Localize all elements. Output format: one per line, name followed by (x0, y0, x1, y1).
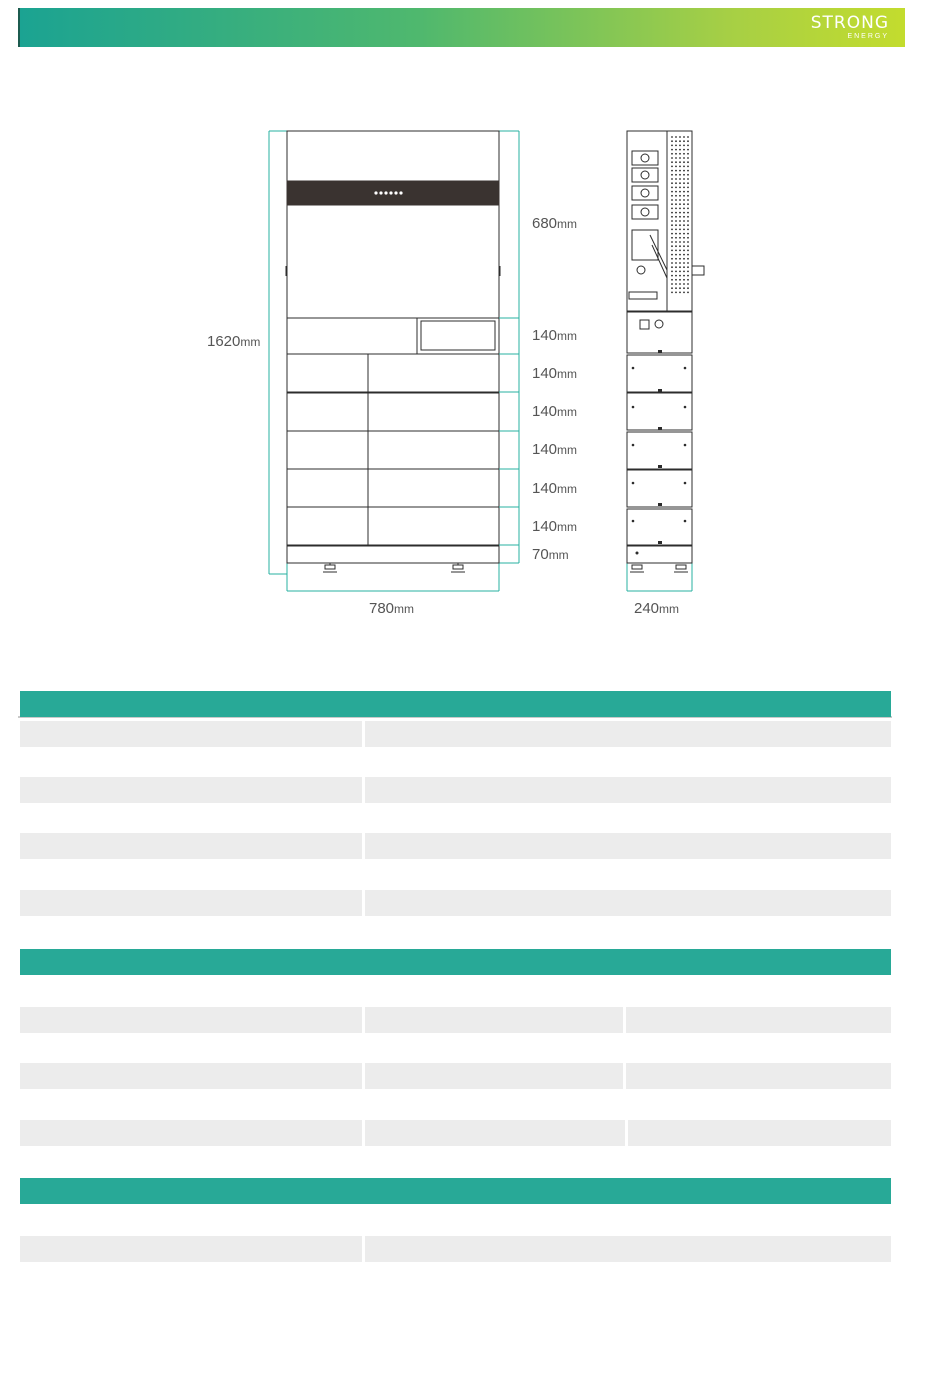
dim-width-front: 780mm (369, 600, 415, 617)
dim-depth-side: 240mm (634, 600, 680, 617)
side-feet (630, 565, 688, 572)
table-cell (20, 833, 362, 859)
table-cell (365, 833, 891, 859)
vent-grid (671, 136, 689, 293)
dim-top-unit: 680mm (532, 215, 578, 232)
table-cell (20, 1063, 362, 1089)
table-cell (365, 777, 891, 803)
dim-module-2: 140mm (532, 365, 578, 382)
table-row (20, 1007, 891, 1033)
table-cell (365, 1120, 625, 1146)
table-row (20, 1236, 891, 1262)
spec-section-3 (20, 1178, 891, 1204)
table-cell (20, 721, 362, 747)
table-row (20, 1063, 891, 1089)
table-cell (365, 1007, 623, 1033)
table-cell (626, 1063, 891, 1089)
table-cell (628, 1120, 891, 1146)
section-header (20, 1178, 891, 1204)
table-cell (626, 1007, 891, 1033)
display-band (287, 181, 499, 205)
module-screws (632, 350, 687, 555)
connector-panel (632, 151, 704, 278)
side-view (627, 131, 704, 591)
dim-module-4: 140mm (532, 441, 578, 458)
table-cell (20, 1236, 362, 1262)
logo-subtext: ENERGY (847, 33, 889, 40)
dimension-drawing (0, 0, 950, 640)
feet (323, 563, 465, 572)
dim-module-3: 140mm (532, 403, 578, 420)
table-cell (20, 1120, 362, 1146)
dim-module-5: 140mm (532, 480, 578, 497)
table-cell (365, 1063, 623, 1089)
spec-section-2 (20, 949, 891, 975)
table-cell (20, 890, 362, 916)
dim-module-6: 140mm (532, 518, 578, 535)
table-cell (20, 777, 362, 803)
logo-text: STRONG (810, 13, 889, 33)
dim-module-1: 140mm (532, 327, 578, 344)
table-cell (365, 721, 891, 747)
dim-base: 70mm (532, 546, 569, 563)
spec-section-1 (20, 691, 891, 717)
section-header (20, 949, 891, 975)
table-cell (365, 1236, 891, 1262)
dim-height-total: 1620mm (207, 333, 261, 350)
table-cell (20, 1007, 362, 1033)
table-row (20, 1120, 891, 1146)
front-view (269, 131, 519, 591)
section-header (20, 691, 891, 717)
table-cell (365, 890, 891, 916)
